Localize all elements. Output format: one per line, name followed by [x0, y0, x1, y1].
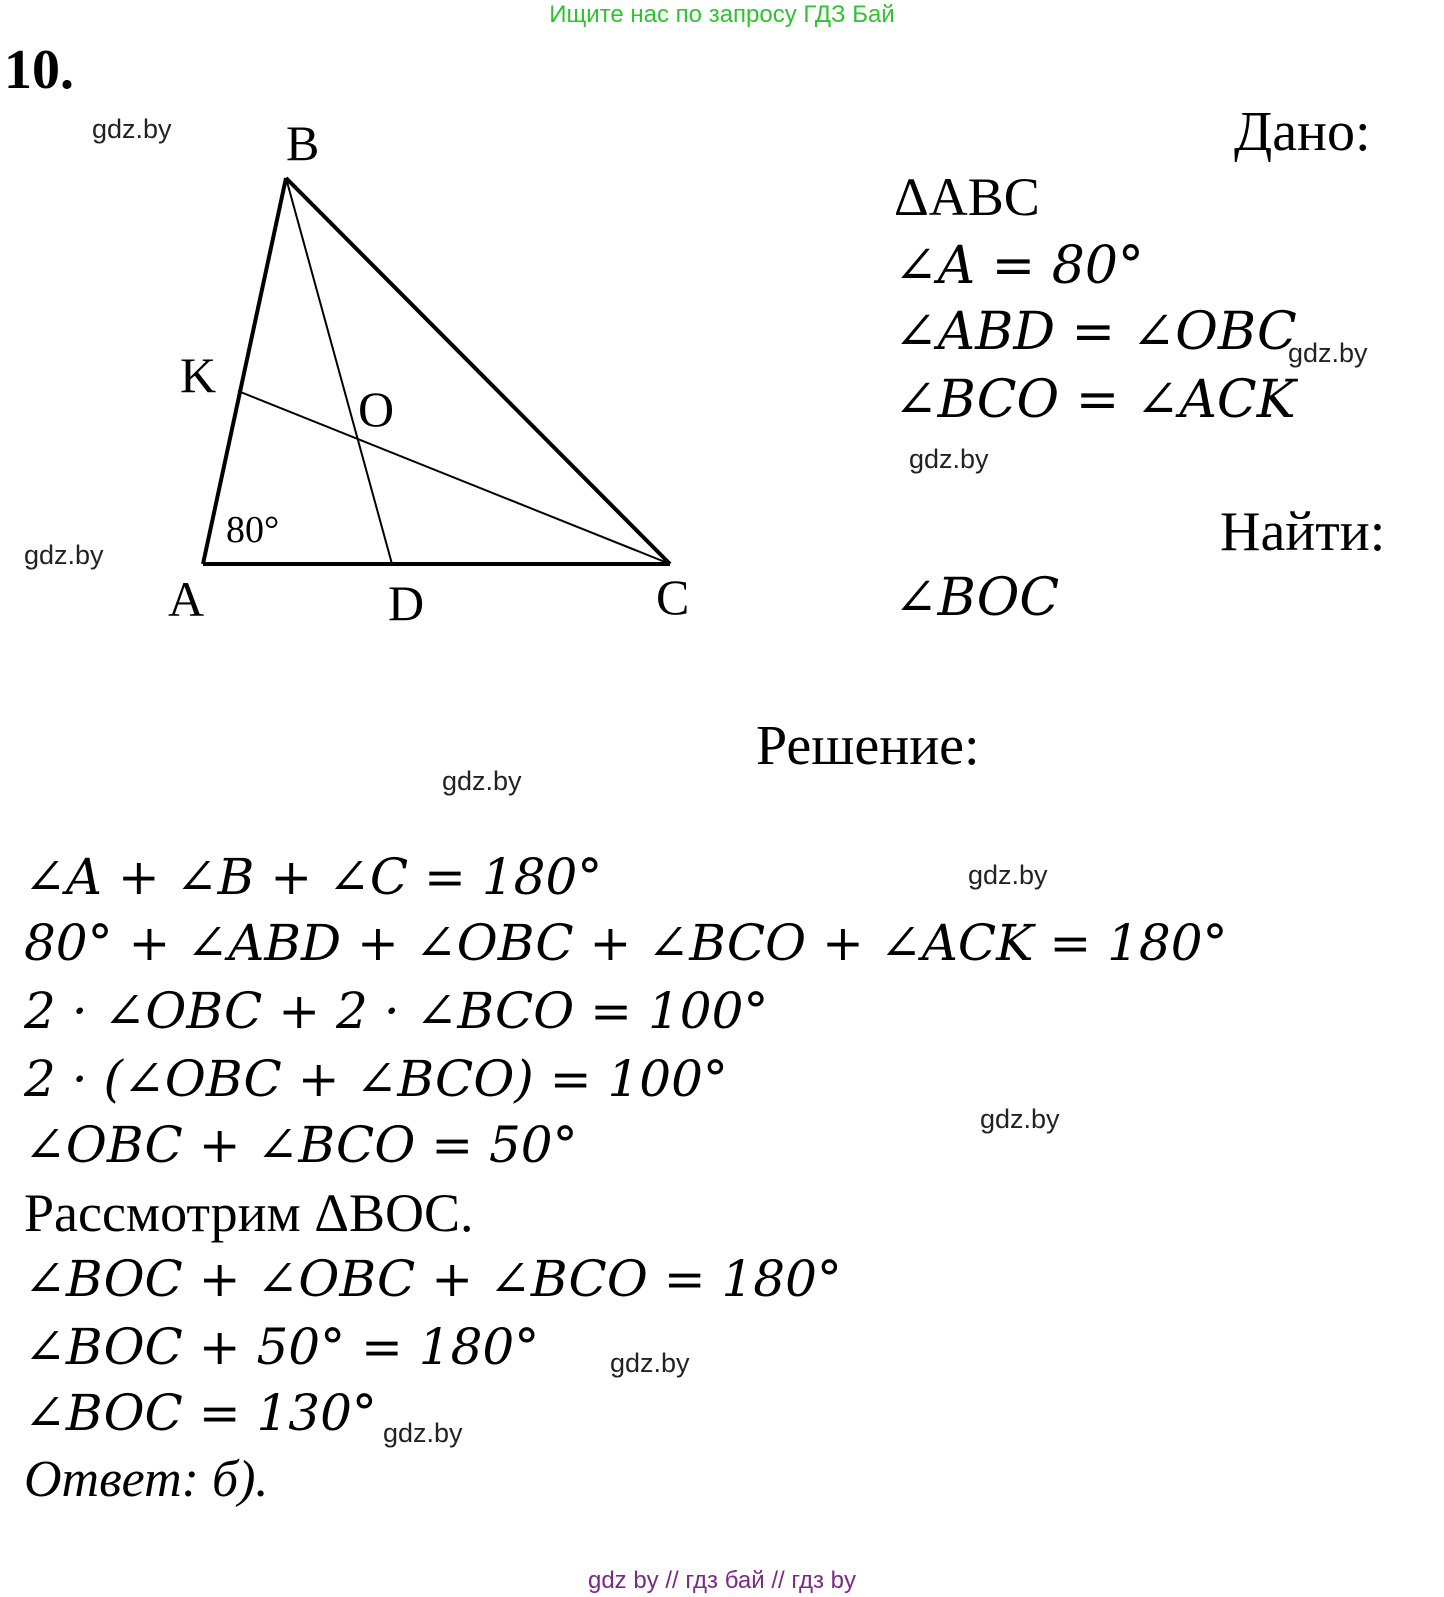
- vertex-label-k: K: [180, 347, 217, 403]
- vertex-label-b: B: [286, 115, 320, 171]
- vertex-label-a: A: [168, 571, 205, 627]
- segment-ck: [238, 391, 670, 564]
- watermark: gdz.by: [968, 860, 1048, 890]
- solution-line: Рассмотрим ΔBOC.: [24, 1183, 474, 1243]
- watermark: gdz.by: [442, 766, 522, 796]
- solution-line: 2 · ∠OBC + 2 · ∠BCO = 100°: [24, 982, 769, 1040]
- solution-line: ∠BOC + ∠OBC + ∠BCO = 180°: [24, 1250, 842, 1308]
- solution-line: 2 · (∠OBC + ∠BCO) = 100°: [24, 1050, 728, 1108]
- given-line: ∠A = 80°: [894, 236, 1144, 296]
- side-bc: [286, 178, 670, 564]
- angle-label: 80°: [226, 509, 280, 551]
- watermark: gdz.by: [610, 1348, 690, 1378]
- top-banner: Ищите нас по запросу ГДЗ Бай: [549, 1, 895, 28]
- given-heading: Дано:: [1234, 101, 1371, 163]
- segment-bd: [286, 178, 395, 564]
- solution-line: ∠BOC = 130°: [24, 1384, 377, 1442]
- watermark: gdz.by: [24, 540, 104, 570]
- watermark: gdz.by: [909, 444, 989, 474]
- watermark: gdz.by: [92, 114, 172, 144]
- solution-heading: Решение:: [756, 715, 980, 777]
- solution-line: 80° + ∠ABD + ∠OBC + ∠BCO + ∠ACK = 180°: [24, 914, 1228, 972]
- solution-line: ∠OBC + ∠BCO = 50°: [24, 1116, 578, 1174]
- vertex-label-c: C: [656, 569, 690, 625]
- given-line: ∠BCO = ∠ACK: [894, 370, 1296, 430]
- given-line: ∠ABD = ∠OBC: [894, 302, 1297, 362]
- answer-line: Ответ: б).: [24, 1451, 269, 1508]
- find-heading: Найти:: [1220, 501, 1386, 563]
- watermark: gdz.by: [1288, 338, 1368, 368]
- watermark: gdz.by: [383, 1418, 463, 1448]
- given-line: ΔABC: [894, 167, 1040, 227]
- footer-watermark: gdz by // гдз бай // гдз by: [587, 1567, 857, 1594]
- vertex-label-o: O: [358, 381, 395, 437]
- triangle-figure: [0, 0, 760, 660]
- solution-line: ∠BOC + 50° = 180°: [24, 1318, 540, 1376]
- vertex-label-d: D: [388, 575, 425, 631]
- watermark: gdz.by: [980, 1104, 1060, 1134]
- find-target: ∠BOC: [894, 568, 1060, 628]
- problem-number: 10.: [4, 39, 74, 101]
- solution-line: ∠A + ∠B + ∠C = 180°: [24, 848, 603, 906]
